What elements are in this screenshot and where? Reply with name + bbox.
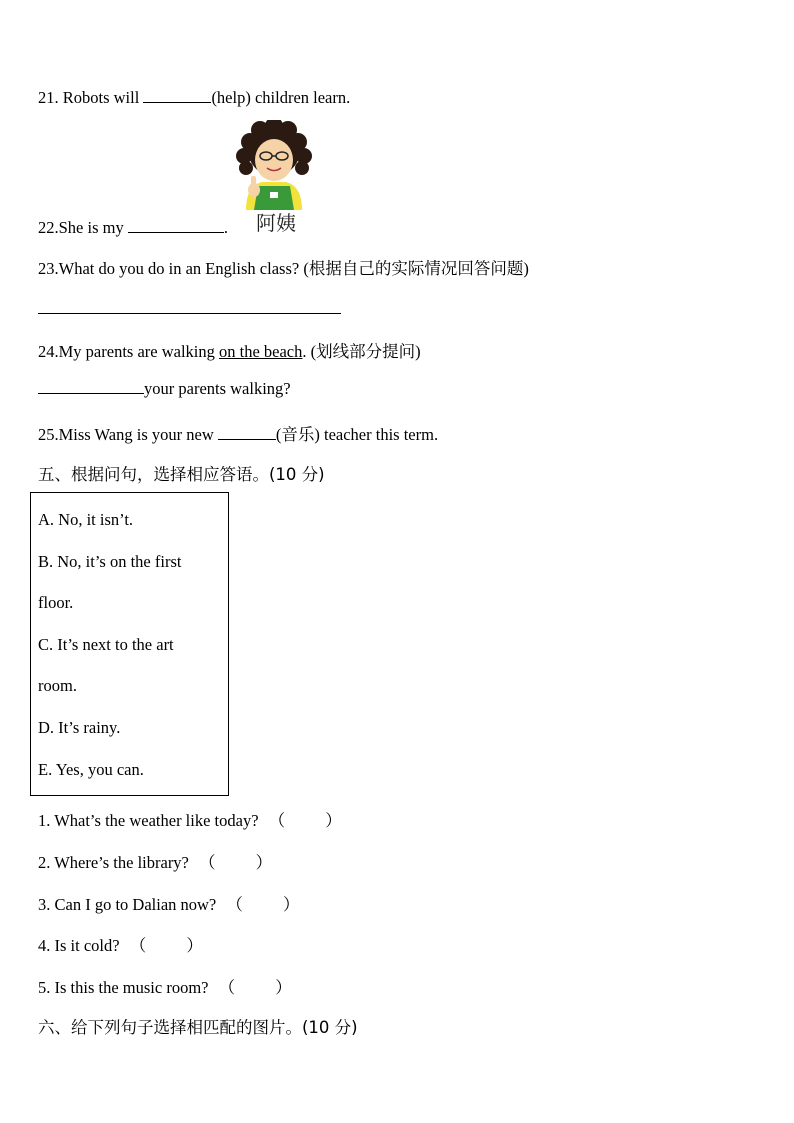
matching-question-4-text: 4. Is it cold? [38, 936, 120, 955]
option-b: B. No, it’s on the first [38, 552, 182, 571]
option-c-cont: room. [38, 676, 77, 695]
question-21-text: . Robots will [54, 88, 144, 107]
answer-blank-21[interactable] [143, 88, 211, 103]
matching-question-3 [38, 891, 318, 915]
answer-line-23[interactable] [38, 313, 341, 314]
question-25-text: 25.Miss Wang is your new [38, 425, 218, 444]
question-25-text-end: (音乐) teacher this term. [275, 425, 439, 444]
option-d: D. It’s rainy. [38, 718, 121, 737]
question-23 [38, 255, 529, 279]
matching-question-4 [38, 932, 221, 956]
question-24-line2-text: your parents walking? [144, 379, 291, 398]
section-5-title: 五、根据问句，选择相应答语。(10 分) [38, 465, 325, 484]
matching-question-5 [38, 974, 310, 998]
matching-question-1 [38, 807, 360, 831]
answer-paren-4[interactable]: （ ） [129, 936, 221, 955]
section-6-title: 六、给下列句子选择相匹配的图片。(10 分) [38, 1018, 358, 1037]
option-e: E. Yes, you can. [38, 760, 144, 779]
question-22-end: . [223, 218, 228, 237]
question-21-text-end: (help) children learn. [211, 88, 351, 107]
matching-question-2 [38, 849, 290, 873]
option-a: A. No, it isn’t. [38, 510, 134, 529]
matching-question-3-text: 3. Can I go to Dalian now? [38, 895, 217, 914]
matching-question-1-text: 1. What’s the weather like today? [38, 811, 259, 830]
answer-paren-2[interactable]: （ ） [199, 853, 291, 872]
answer-blank-24[interactable] [38, 379, 144, 394]
underlined-phrase: on the beach [219, 342, 303, 361]
answer-blank-22[interactable] [128, 218, 224, 233]
question-22 [38, 218, 228, 238]
answer-paren-3[interactable]: （ ） [226, 895, 318, 914]
answer-paren-5[interactable]: （ ） [218, 978, 310, 997]
question-24-text: 24.My parents are walking [38, 342, 219, 361]
question-21-number: 21 [38, 88, 55, 107]
question-25 [38, 421, 438, 445]
question-23-text: 23.What do you do in an English class? (根据自己的实际情况回答问题) [38, 259, 529, 278]
aunt-illustration [232, 120, 316, 238]
answer-blank-25[interactable] [218, 425, 276, 440]
question-24-line2 [38, 379, 291, 399]
option-c: C. It’s next to the art [38, 635, 174, 654]
matching-question-5-text: 5. Is this the music room? [38, 978, 209, 997]
illustration-caption: 阿姨 [256, 211, 296, 235]
question-22-text: 22.She is my [38, 218, 128, 237]
question-24 [38, 338, 421, 362]
question-21 [38, 88, 350, 108]
matching-question-2-text: 2. Where’s the library? [38, 853, 189, 872]
option-b-cont: floor. [38, 593, 74, 612]
answer-paren-1[interactable]: （ ） [268, 811, 360, 830]
question-24-instruction: . (划线部分提问) [302, 342, 421, 361]
